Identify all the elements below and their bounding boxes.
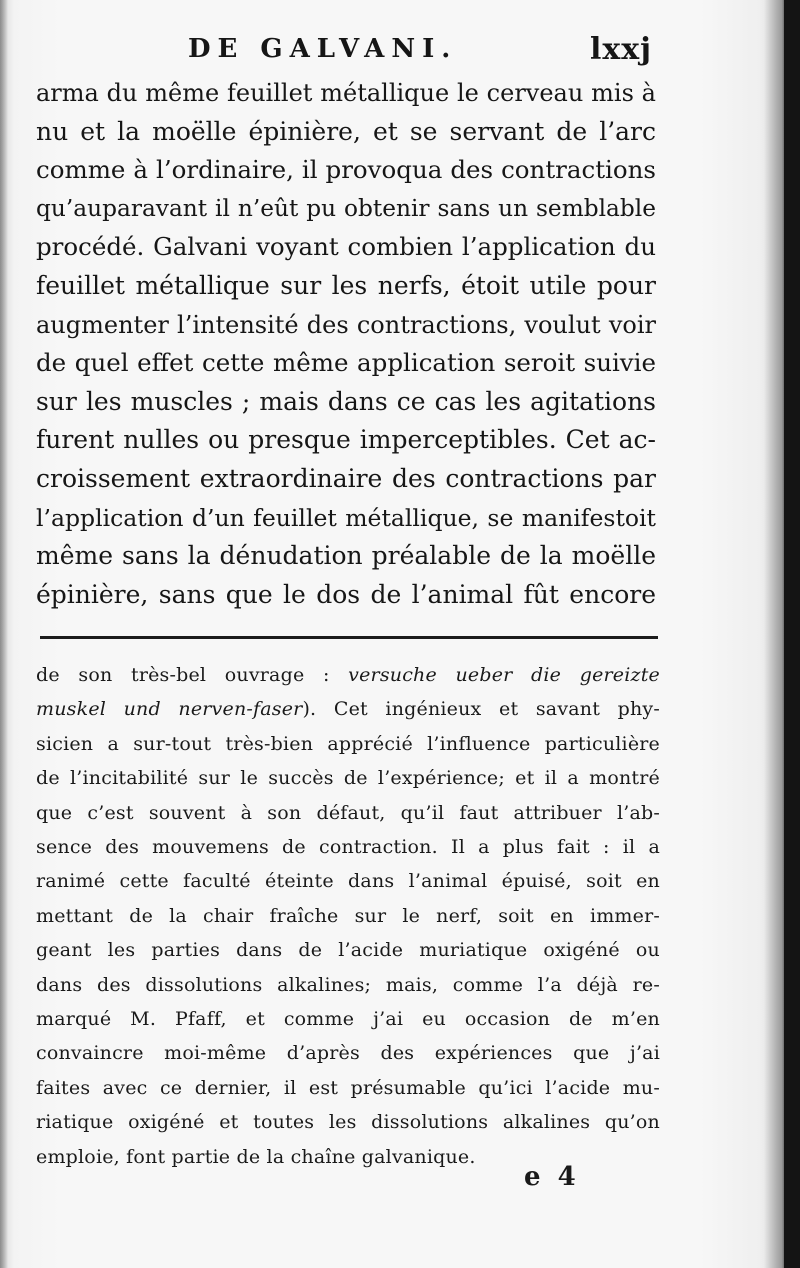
signature-mark: e 4 xyxy=(524,1162,580,1192)
footnote-line: de l’incitabilité sur le succès de l’expérience; et il a montré xyxy=(36,767,660,790)
page-edge-shadow xyxy=(764,0,784,1268)
page-edge xyxy=(784,0,800,1268)
footnote-line: geant les parties dans de l’acide muriatique oxigéné ou xyxy=(36,939,660,962)
footnote xyxy=(36,658,660,1174)
text-line: l’application d’un feuillet métallique, se manifestoit xyxy=(36,503,656,532)
footnote-text: de son très-bel ouvrage : xyxy=(36,664,349,686)
footnote-line: mettant de la chair fraîche sur le nerf, soit en immer- xyxy=(36,904,660,927)
footnote-line: que c’est souvent à son défaut, qu’il faut attribuer l’ab- xyxy=(36,801,660,824)
text-line: furent nulles ou presque imperceptibles. Cet ac- xyxy=(36,425,656,455)
text-line: même sans la dénudation préalable de la moëlle xyxy=(36,541,656,571)
footnote-rule xyxy=(40,636,658,639)
text-line: sur les muscles ; mais dans ce cas les agitations xyxy=(36,386,656,416)
book-title-continued: muskel und nerven-faser xyxy=(36,698,303,721)
running-title: DE GALVANI. xyxy=(188,34,458,64)
text-line: feuillet métallique sur les nerfs, étoit utile pour xyxy=(36,270,656,300)
text-line: de quel effet cette même application seroit suivie xyxy=(36,348,656,378)
text-line: procédé. Galvani voyant combien l’application du xyxy=(36,232,656,262)
footnote-line: faites avec ce dernier, il est présumable qu’ici l’acide mu- xyxy=(36,1076,660,1099)
book-title: versuche ueber die gereizte xyxy=(348,664,660,686)
text-line: qu’auparavant il n’eût pu obtenir sans un semblable xyxy=(36,194,656,222)
text-line: nu et la moëlle épinière, et se servant de l’arc xyxy=(36,116,656,146)
footnote-line: sence des mouvemens de contraction. Il a plus fait : il a xyxy=(36,836,660,859)
footnote-line: dans des dissolutions alkalines; mais, comme l’a déjà re- xyxy=(36,973,660,996)
footnote-line: ranimé cette faculté éteinte dans l’animal épuisé, soit en xyxy=(36,870,660,893)
footnote-text: ). Cet ingénieux et savant phy- xyxy=(302,698,660,721)
footnote-line: sicien a sur-tout très-bien apprécié l’influence particulière xyxy=(36,732,660,755)
running-header xyxy=(40,30,652,70)
gutter-shadow xyxy=(0,0,8,1268)
text-line: comme à l’ordinaire, il provoqua des contractions xyxy=(36,155,656,185)
text-line: épinière, sans que le dos de l’animal fût encore xyxy=(36,579,656,609)
text-line: croissement extraordinaire des contractions par xyxy=(36,463,656,493)
footnote-line-last: emploie, font partie de la chaîne galvanique. xyxy=(36,1145,476,1168)
footnote-line xyxy=(36,692,660,726)
footnote-line: convaincre moi-même d’après des expériences que j’ai xyxy=(36,1042,660,1065)
footnote-line: riatique oxigéné et toutes les dissolutions alkalines qu’on xyxy=(36,1111,660,1134)
footnote-line: marqué M. Pfaff, et comme j’ai eu occasion de m’en xyxy=(36,1008,660,1031)
footnote-line xyxy=(36,658,660,692)
main-text xyxy=(36,74,656,614)
text-line: arma du même feuillet métallique le cerveau mis à xyxy=(36,79,656,107)
text-line: augmenter l’intensité des contractions, voulut voir xyxy=(36,310,656,339)
page-number: lxxj xyxy=(589,32,652,67)
